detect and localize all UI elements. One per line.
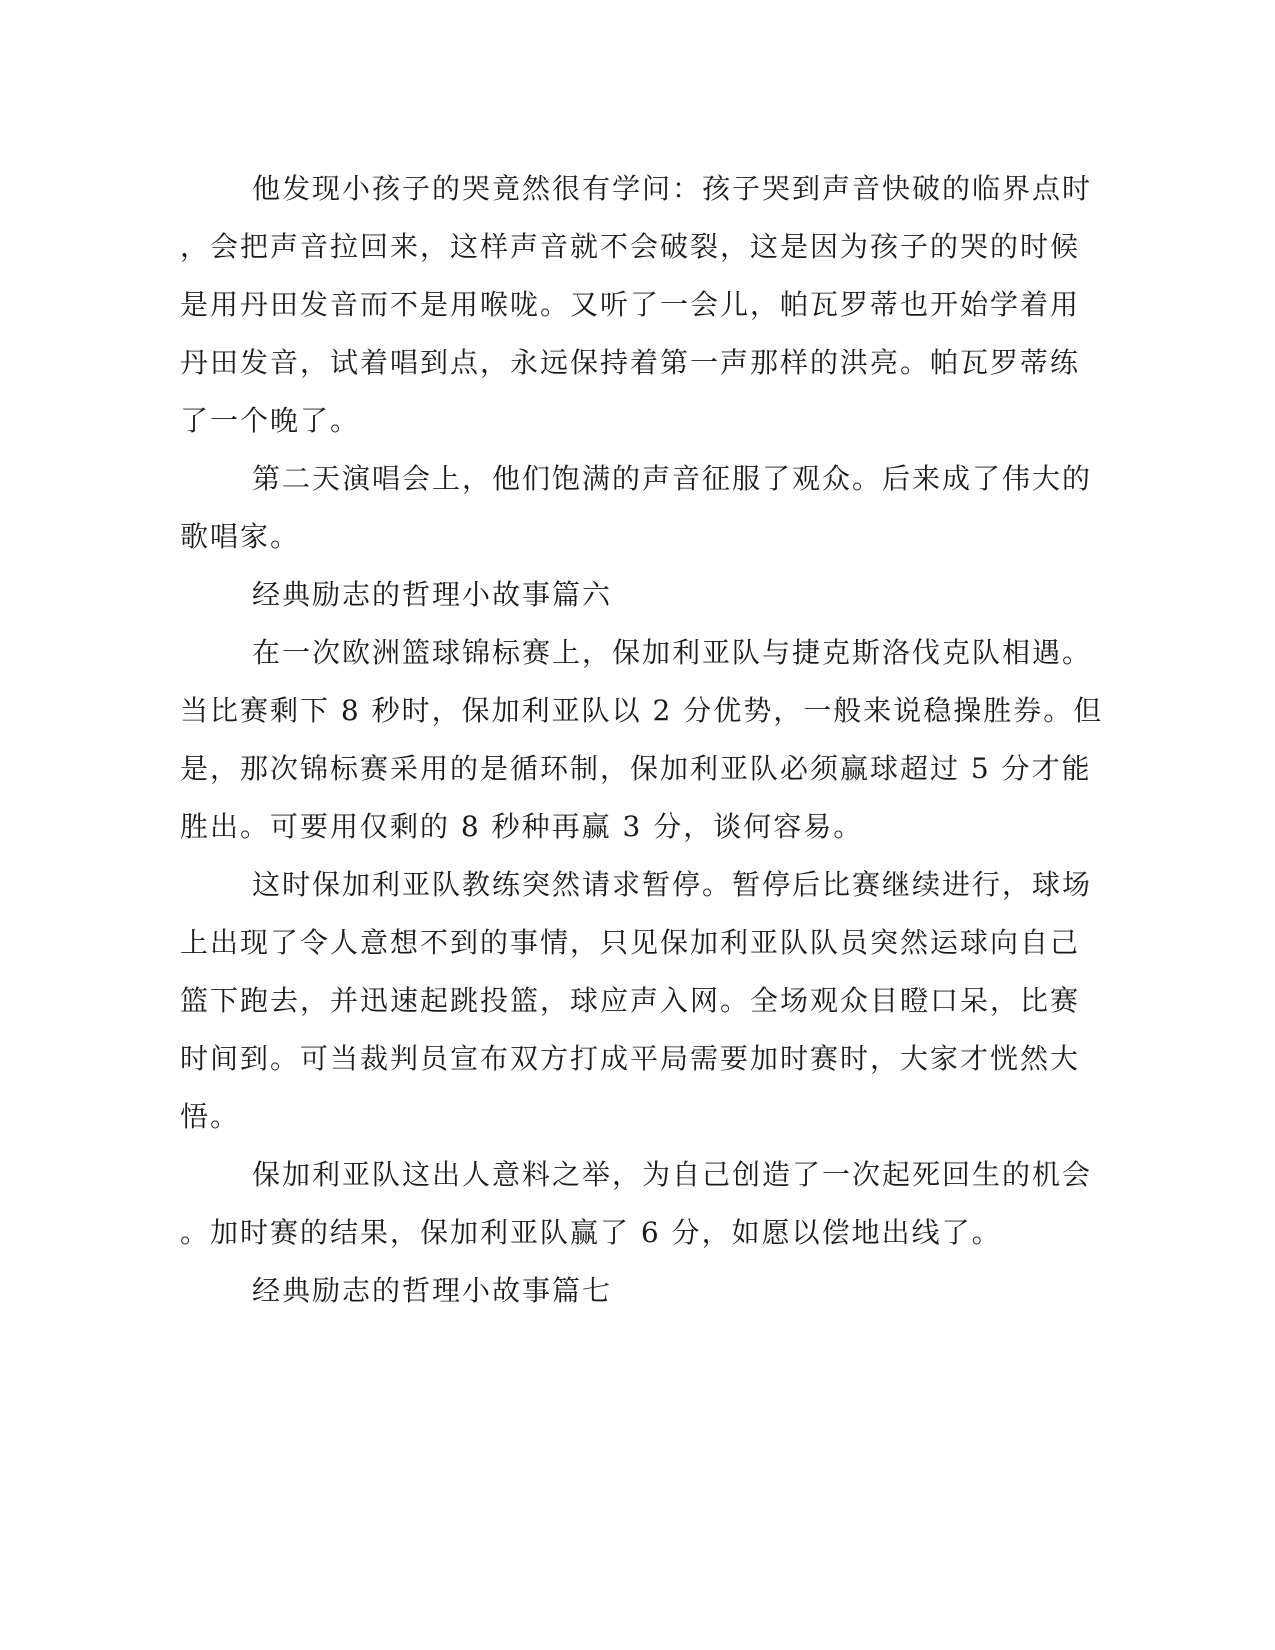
paragraph-line: 胜出。可要用仅剩的 8 秒种再赢 3 分，谈何容易。: [180, 810, 864, 843]
section-heading: 经典励志的哲理小故事篇七: [252, 1274, 613, 1307]
paragraph-line: 歌唱家。: [180, 520, 301, 553]
paragraph-line: 他发现小孩子的哭竟然很有学问：孩子哭到声音快破的临界点时: [252, 172, 1093, 205]
paragraph-line: 了一个晚了。: [180, 404, 361, 437]
paragraph-line: 当比赛剩下 8 秒时，保加利亚队以 2 分优势，一般来说稳操胜券。但: [180, 694, 1104, 727]
paragraph-line: ，会把声音拉回来，这样声音就不会破裂，这是因为孩子的哭的时候: [180, 230, 1081, 263]
paragraph-line: 第二天演唱会上，他们饱满的声音征服了观众。后来成了伟大的: [252, 462, 1093, 495]
paragraph-line: 保加利亚队这出人意料之举，为自己创造了一次起死回生的机会: [252, 1158, 1093, 1191]
paragraph-line: 悟。: [180, 1100, 241, 1133]
paragraph-line: 是用丹田发音而不是用喉咙。又听了一会儿，帕瓦罗蒂也开始学着用: [180, 288, 1081, 321]
document-body: [180, 160, 1104, 1320]
paragraph-line: 这时保加利亚队教练突然请求暂停。暂停后比赛继续进行，球场: [252, 868, 1093, 901]
paragraph-line: 。加时赛的结果，保加利亚队赢了 6 分，如愿以偿地出线了。: [180, 1216, 1002, 1249]
section-heading: 经典励志的哲理小故事篇六: [252, 578, 613, 611]
paragraph-line: 在一次欧洲篮球锦标赛上，保加利亚队与捷克斯洛伐克队相遇。: [252, 636, 1093, 669]
paragraph-line: 是，那次锦标赛采用的是循环制，保加利亚队必须赢球超过 5 分才能: [180, 752, 1092, 785]
paragraph-line: 丹田发音，试着唱到点，永远保持着第一声那样的洪亮。帕瓦罗蒂练: [180, 346, 1081, 379]
paragraph-line: 时间到。可当裁判员宣布双方打成平局需要加时赛时，大家才恍然大: [180, 1042, 1081, 1075]
paragraph-line: 上出现了令人意想不到的事情，只见保加利亚队队员突然运球向自己: [180, 926, 1081, 959]
paragraph-line: 篮下跑去，并迅速起跳投篮，球应声入网。全场观众目瞪口呆，比赛: [180, 984, 1081, 1017]
